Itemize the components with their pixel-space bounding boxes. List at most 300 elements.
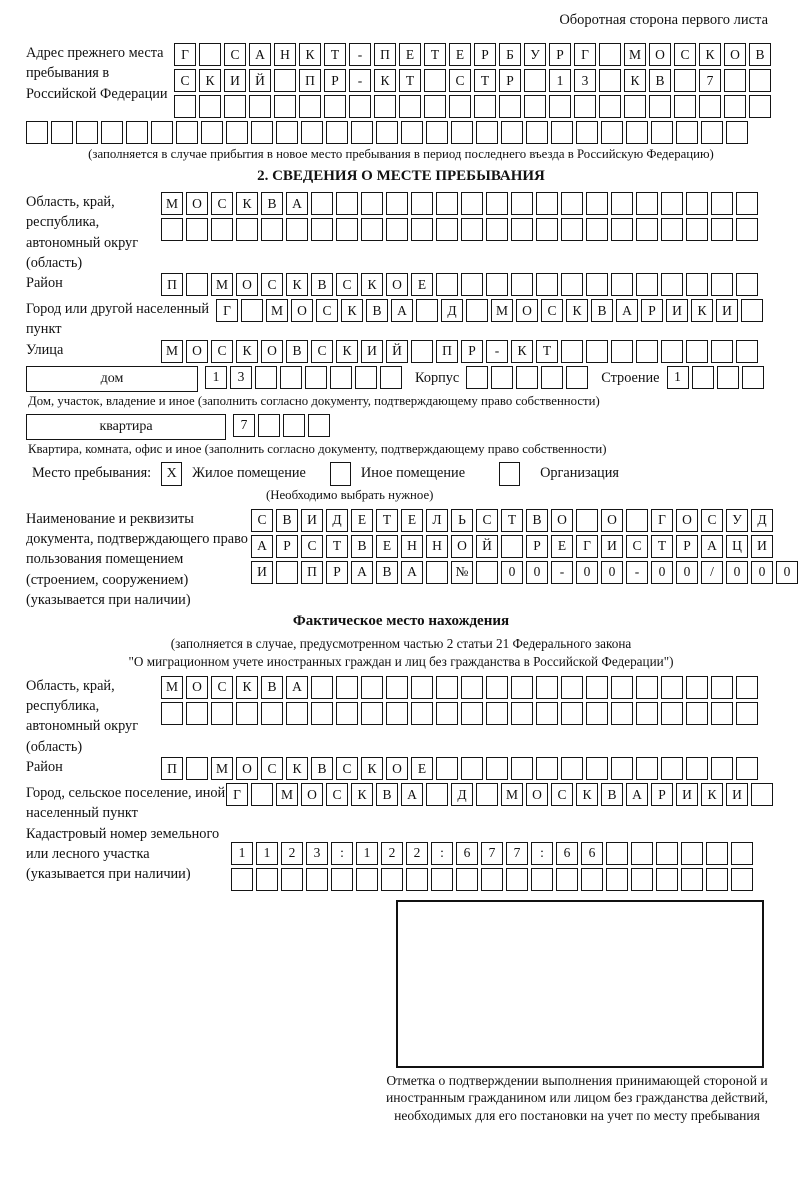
char-cell[interactable] bbox=[636, 676, 658, 699]
char-cell[interactable]: Р bbox=[549, 43, 571, 66]
char-cell[interactable]: И bbox=[301, 509, 323, 532]
char-cell[interactable] bbox=[551, 121, 573, 144]
char-cell[interactable]: О bbox=[724, 43, 746, 66]
char-cell[interactable]: Д bbox=[326, 509, 348, 532]
char-cell[interactable] bbox=[706, 868, 728, 891]
char-cell[interactable] bbox=[201, 121, 223, 144]
char-cell[interactable]: - bbox=[486, 340, 508, 363]
region2-row-1[interactable] bbox=[161, 676, 761, 699]
char-cell[interactable]: 7 bbox=[699, 69, 721, 92]
char-cell[interactable] bbox=[661, 273, 683, 296]
char-cell[interactable] bbox=[586, 340, 608, 363]
region-row-2[interactable] bbox=[161, 218, 761, 241]
char-cell[interactable]: Г bbox=[574, 43, 596, 66]
char-cell[interactable]: В bbox=[591, 299, 613, 322]
char-cell[interactable] bbox=[299, 95, 321, 118]
char-cell[interactable] bbox=[361, 676, 383, 699]
char-cell[interactable]: В bbox=[601, 783, 623, 806]
char-cell[interactable] bbox=[486, 676, 508, 699]
char-cell[interactable] bbox=[176, 121, 198, 144]
char-cell[interactable] bbox=[511, 192, 533, 215]
char-cell[interactable] bbox=[424, 69, 446, 92]
char-cell[interactable] bbox=[236, 218, 258, 241]
char-cell[interactable] bbox=[661, 757, 683, 780]
char-cell[interactable] bbox=[466, 366, 488, 389]
char-cell[interactable]: Р bbox=[641, 299, 663, 322]
char-cell[interactable] bbox=[286, 218, 308, 241]
char-cell[interactable]: 3 bbox=[230, 366, 252, 389]
char-cell[interactable] bbox=[280, 366, 302, 389]
char-cell[interactable] bbox=[199, 43, 221, 66]
char-cell[interactable] bbox=[611, 218, 633, 241]
char-cell[interactable]: О bbox=[236, 757, 258, 780]
char-cell[interactable] bbox=[356, 868, 378, 891]
char-cell[interactable] bbox=[76, 121, 98, 144]
char-cell[interactable]: 1 bbox=[549, 69, 571, 92]
char-cell[interactable] bbox=[686, 273, 708, 296]
char-cell[interactable]: К bbox=[699, 43, 721, 66]
char-cell[interactable] bbox=[476, 783, 498, 806]
char-cell[interactable]: 0 bbox=[676, 561, 698, 584]
char-cell[interactable] bbox=[161, 702, 183, 725]
char-cell[interactable]: : bbox=[431, 842, 453, 865]
char-cell[interactable]: Ь bbox=[451, 509, 473, 532]
char-cell[interactable]: Е bbox=[351, 509, 373, 532]
district-row[interactable] bbox=[161, 273, 761, 296]
char-cell[interactable]: 6 bbox=[581, 842, 603, 865]
char-cell[interactable]: М bbox=[161, 340, 183, 363]
char-cell[interactable]: Г bbox=[226, 783, 248, 806]
char-cell[interactable]: В bbox=[276, 509, 298, 532]
char-cell[interactable] bbox=[731, 842, 753, 865]
char-cell[interactable] bbox=[336, 702, 358, 725]
char-cell[interactable]: О bbox=[186, 676, 208, 699]
char-cell[interactable]: 0 bbox=[601, 561, 623, 584]
char-cell[interactable] bbox=[486, 218, 508, 241]
char-cell[interactable]: В bbox=[311, 273, 333, 296]
char-cell[interactable] bbox=[251, 121, 273, 144]
char-cell[interactable] bbox=[411, 192, 433, 215]
char-cell[interactable]: О bbox=[601, 509, 623, 532]
char-cell[interactable]: М bbox=[161, 676, 183, 699]
char-cell[interactable] bbox=[251, 783, 273, 806]
cadastral-row-1[interactable] bbox=[231, 842, 756, 865]
char-cell[interactable] bbox=[436, 218, 458, 241]
char-cell[interactable] bbox=[549, 95, 571, 118]
char-cell[interactable] bbox=[736, 218, 758, 241]
char-cell[interactable] bbox=[241, 299, 263, 322]
char-cell[interactable] bbox=[424, 95, 446, 118]
char-cell[interactable] bbox=[711, 273, 733, 296]
char-cell[interactable]: Д bbox=[451, 783, 473, 806]
char-cell[interactable] bbox=[711, 192, 733, 215]
char-cell[interactable]: Г bbox=[216, 299, 238, 322]
char-cell[interactable]: 1 bbox=[667, 366, 689, 389]
char-cell[interactable] bbox=[255, 366, 277, 389]
prev-address-row-4[interactable] bbox=[26, 121, 776, 144]
char-cell[interactable]: О bbox=[301, 783, 323, 806]
char-cell[interactable] bbox=[526, 121, 548, 144]
char-cell[interactable]: - bbox=[349, 43, 371, 66]
char-cell[interactable]: М bbox=[491, 299, 513, 322]
char-cell[interactable]: О bbox=[386, 757, 408, 780]
char-cell[interactable] bbox=[511, 676, 533, 699]
char-cell[interactable] bbox=[661, 676, 683, 699]
char-cell[interactable]: Н bbox=[426, 535, 448, 558]
char-cell[interactable] bbox=[361, 218, 383, 241]
char-cell[interactable] bbox=[461, 273, 483, 296]
char-cell[interactable] bbox=[456, 868, 478, 891]
char-cell[interactable] bbox=[649, 95, 671, 118]
char-cell[interactable]: Р bbox=[326, 561, 348, 584]
char-cell[interactable] bbox=[355, 366, 377, 389]
char-cell[interactable] bbox=[566, 366, 588, 389]
char-cell[interactable]: К bbox=[286, 273, 308, 296]
char-cell[interactable] bbox=[386, 676, 408, 699]
char-cell[interactable] bbox=[576, 121, 598, 144]
char-cell[interactable] bbox=[186, 273, 208, 296]
char-cell[interactable]: К bbox=[336, 340, 358, 363]
char-cell[interactable]: Й bbox=[386, 340, 408, 363]
char-cell[interactable]: С bbox=[261, 757, 283, 780]
char-cell[interactable] bbox=[211, 702, 233, 725]
char-cell[interactable] bbox=[411, 218, 433, 241]
char-cell[interactable] bbox=[749, 95, 771, 118]
char-cell[interactable] bbox=[401, 121, 423, 144]
char-cell[interactable]: 0 bbox=[726, 561, 748, 584]
char-cell[interactable]: : bbox=[331, 842, 353, 865]
apartment-cells[interactable] bbox=[233, 414, 333, 437]
char-cell[interactable] bbox=[751, 783, 773, 806]
char-cell[interactable] bbox=[736, 676, 758, 699]
char-cell[interactable]: П bbox=[374, 43, 396, 66]
char-cell[interactable] bbox=[274, 69, 296, 92]
char-cell[interactable]: С bbox=[336, 757, 358, 780]
char-cell[interactable]: К bbox=[361, 273, 383, 296]
char-cell[interactable] bbox=[686, 218, 708, 241]
char-cell[interactable] bbox=[331, 868, 353, 891]
char-cell[interactable] bbox=[249, 95, 271, 118]
char-cell[interactable]: 3 bbox=[306, 842, 328, 865]
char-cell[interactable] bbox=[742, 366, 764, 389]
char-cell[interactable] bbox=[361, 192, 383, 215]
char-cell[interactable]: Т bbox=[324, 43, 346, 66]
char-cell[interactable] bbox=[376, 121, 398, 144]
char-cell[interactable]: Д bbox=[441, 299, 463, 322]
char-cell[interactable] bbox=[261, 218, 283, 241]
char-cell[interactable] bbox=[276, 121, 298, 144]
char-cell[interactable] bbox=[126, 121, 148, 144]
char-cell[interactable]: С bbox=[211, 340, 233, 363]
char-cell[interactable]: С bbox=[211, 192, 233, 215]
char-cell[interactable] bbox=[426, 783, 448, 806]
char-cell[interactable] bbox=[599, 95, 621, 118]
char-cell[interactable]: К bbox=[286, 757, 308, 780]
char-cell[interactable] bbox=[711, 676, 733, 699]
char-cell[interactable] bbox=[426, 121, 448, 144]
char-cell[interactable] bbox=[501, 121, 523, 144]
char-cell[interactable]: К bbox=[701, 783, 723, 806]
char-cell[interactable] bbox=[516, 366, 538, 389]
prev-address-row-1[interactable] bbox=[174, 43, 774, 66]
char-cell[interactable] bbox=[586, 192, 608, 215]
char-cell[interactable] bbox=[261, 702, 283, 725]
char-cell[interactable] bbox=[286, 702, 308, 725]
cadastral-row-2[interactable] bbox=[231, 868, 756, 891]
char-cell[interactable] bbox=[311, 218, 333, 241]
char-cell[interactable]: Р bbox=[526, 535, 548, 558]
char-cell[interactable] bbox=[466, 299, 488, 322]
char-cell[interactable] bbox=[186, 218, 208, 241]
char-cell[interactable]: С bbox=[326, 783, 348, 806]
char-cell[interactable] bbox=[686, 340, 708, 363]
char-cell[interactable] bbox=[151, 121, 173, 144]
char-cell[interactable]: И bbox=[251, 561, 273, 584]
stroenie-cells[interactable] bbox=[667, 366, 767, 389]
char-cell[interactable]: 2 bbox=[281, 842, 303, 865]
char-cell[interactable] bbox=[308, 414, 330, 437]
char-cell[interactable]: К bbox=[691, 299, 713, 322]
char-cell[interactable]: Е bbox=[551, 535, 573, 558]
char-cell[interactable]: С bbox=[701, 509, 723, 532]
char-cell[interactable]: 2 bbox=[406, 842, 428, 865]
char-cell[interactable]: Е bbox=[449, 43, 471, 66]
char-cell[interactable] bbox=[411, 340, 433, 363]
char-cell[interactable] bbox=[741, 299, 763, 322]
char-cell[interactable]: И bbox=[601, 535, 623, 558]
checkbox-residential[interactable]: X bbox=[161, 462, 182, 486]
char-cell[interactable] bbox=[556, 868, 578, 891]
char-cell[interactable]: И bbox=[224, 69, 246, 92]
char-cell[interactable]: К bbox=[341, 299, 363, 322]
char-cell[interactable]: 3 bbox=[574, 69, 596, 92]
char-cell[interactable] bbox=[586, 757, 608, 780]
house-cells[interactable] bbox=[205, 366, 405, 389]
prev-address-row-3[interactable] bbox=[174, 95, 774, 118]
char-cell[interactable] bbox=[586, 702, 608, 725]
char-cell[interactable]: О bbox=[551, 509, 573, 532]
char-cell[interactable] bbox=[386, 192, 408, 215]
char-cell[interactable]: О bbox=[236, 273, 258, 296]
char-cell[interactable] bbox=[536, 273, 558, 296]
char-cell[interactable]: П bbox=[299, 69, 321, 92]
char-cell[interactable] bbox=[736, 192, 758, 215]
char-cell[interactable]: В bbox=[311, 757, 333, 780]
char-cell[interactable] bbox=[306, 868, 328, 891]
char-cell[interactable] bbox=[561, 340, 583, 363]
char-cell[interactable]: В bbox=[261, 676, 283, 699]
char-cell[interactable]: В bbox=[261, 192, 283, 215]
char-cell[interactable]: Г bbox=[174, 43, 196, 66]
char-cell[interactable] bbox=[536, 218, 558, 241]
char-cell[interactable]: К bbox=[624, 69, 646, 92]
char-cell[interactable] bbox=[511, 218, 533, 241]
district2-row[interactable] bbox=[161, 757, 761, 780]
char-cell[interactable]: К bbox=[511, 340, 533, 363]
char-cell[interactable] bbox=[574, 95, 596, 118]
char-cell[interactable]: 1 bbox=[231, 842, 253, 865]
char-cell[interactable] bbox=[324, 95, 346, 118]
char-cell[interactable] bbox=[349, 95, 371, 118]
char-cell[interactable]: С bbox=[476, 509, 498, 532]
char-cell[interactable]: И bbox=[716, 299, 738, 322]
char-cell[interactable] bbox=[481, 868, 503, 891]
char-cell[interactable] bbox=[561, 273, 583, 296]
char-cell[interactable] bbox=[361, 702, 383, 725]
char-cell[interactable]: Й bbox=[249, 69, 271, 92]
char-cell[interactable] bbox=[661, 340, 683, 363]
document-row-2[interactable] bbox=[251, 535, 800, 558]
char-cell[interactable] bbox=[274, 95, 296, 118]
checkbox-organization[interactable] bbox=[499, 462, 520, 486]
char-cell[interactable] bbox=[631, 868, 653, 891]
char-cell[interactable] bbox=[436, 757, 458, 780]
char-cell[interactable]: Л bbox=[426, 509, 448, 532]
char-cell[interactable]: С bbox=[174, 69, 196, 92]
char-cell[interactable] bbox=[311, 702, 333, 725]
char-cell[interactable] bbox=[536, 702, 558, 725]
char-cell[interactable] bbox=[451, 121, 473, 144]
char-cell[interactable]: О bbox=[516, 299, 538, 322]
char-cell[interactable] bbox=[601, 121, 623, 144]
char-cell[interactable] bbox=[561, 757, 583, 780]
char-cell[interactable]: 7 bbox=[506, 842, 528, 865]
char-cell[interactable]: 0 bbox=[501, 561, 523, 584]
char-cell[interactable] bbox=[336, 192, 358, 215]
char-cell[interactable] bbox=[26, 121, 48, 144]
char-cell[interactable]: И bbox=[726, 783, 748, 806]
char-cell[interactable]: В bbox=[366, 299, 388, 322]
char-cell[interactable]: 7 bbox=[233, 414, 255, 437]
char-cell[interactable] bbox=[461, 676, 483, 699]
char-cell[interactable] bbox=[611, 757, 633, 780]
char-cell[interactable] bbox=[686, 676, 708, 699]
char-cell[interactable] bbox=[636, 702, 658, 725]
char-cell[interactable]: Р bbox=[651, 783, 673, 806]
char-cell[interactable]: А bbox=[251, 535, 273, 558]
char-cell[interactable]: О bbox=[526, 783, 548, 806]
char-cell[interactable] bbox=[281, 868, 303, 891]
char-cell[interactable]: С bbox=[261, 273, 283, 296]
char-cell[interactable]: А bbox=[286, 676, 308, 699]
char-cell[interactable]: 6 bbox=[456, 842, 478, 865]
char-cell[interactable]: А bbox=[391, 299, 413, 322]
char-cell[interactable]: К bbox=[199, 69, 221, 92]
char-cell[interactable] bbox=[186, 757, 208, 780]
char-cell[interactable]: У bbox=[726, 509, 748, 532]
char-cell[interactable]: О bbox=[186, 340, 208, 363]
checkbox-other-premises[interactable] bbox=[330, 462, 351, 486]
char-cell[interactable] bbox=[586, 273, 608, 296]
char-cell[interactable]: Р bbox=[324, 69, 346, 92]
char-cell[interactable] bbox=[631, 842, 653, 865]
char-cell[interactable] bbox=[681, 868, 703, 891]
char-cell[interactable] bbox=[606, 868, 628, 891]
char-cell[interactable]: М bbox=[624, 43, 646, 66]
char-cell[interactable] bbox=[586, 676, 608, 699]
char-cell[interactable] bbox=[486, 757, 508, 780]
char-cell[interactable]: Р bbox=[461, 340, 483, 363]
char-cell[interactable] bbox=[561, 676, 583, 699]
char-cell[interactable]: 6 bbox=[556, 842, 578, 865]
char-cell[interactable]: К bbox=[236, 340, 258, 363]
char-cell[interactable]: С bbox=[674, 43, 696, 66]
char-cell[interactable] bbox=[726, 121, 748, 144]
char-cell[interactable]: М bbox=[266, 299, 288, 322]
char-cell[interactable] bbox=[491, 366, 513, 389]
char-cell[interactable]: М bbox=[501, 783, 523, 806]
char-cell[interactable] bbox=[606, 842, 628, 865]
char-cell[interactable]: К bbox=[351, 783, 373, 806]
char-cell[interactable]: Т bbox=[536, 340, 558, 363]
char-cell[interactable] bbox=[211, 218, 233, 241]
char-cell[interactable]: Т bbox=[399, 69, 421, 92]
char-cell[interactable] bbox=[174, 95, 196, 118]
char-cell[interactable] bbox=[381, 868, 403, 891]
char-cell[interactable] bbox=[676, 121, 698, 144]
char-cell[interactable] bbox=[336, 218, 358, 241]
char-cell[interactable] bbox=[661, 192, 683, 215]
char-cell[interactable]: А bbox=[616, 299, 638, 322]
char-cell[interactable] bbox=[656, 842, 678, 865]
char-cell[interactable]: Т bbox=[424, 43, 446, 66]
char-cell[interactable]: Г bbox=[651, 509, 673, 532]
char-cell[interactable]: Н bbox=[401, 535, 423, 558]
char-cell[interactable]: А bbox=[401, 561, 423, 584]
char-cell[interactable] bbox=[681, 842, 703, 865]
char-cell[interactable]: О bbox=[676, 509, 698, 532]
char-cell[interactable] bbox=[749, 69, 771, 92]
char-cell[interactable]: 0 bbox=[576, 561, 598, 584]
char-cell[interactable] bbox=[499, 95, 521, 118]
char-cell[interactable]: 1 bbox=[356, 842, 378, 865]
char-cell[interactable]: - bbox=[551, 561, 573, 584]
char-cell[interactable] bbox=[501, 535, 523, 558]
char-cell[interactable]: О bbox=[649, 43, 671, 66]
char-cell[interactable]: Й bbox=[476, 535, 498, 558]
char-cell[interactable]: С bbox=[224, 43, 246, 66]
char-cell[interactable] bbox=[161, 218, 183, 241]
char-cell[interactable]: Р bbox=[676, 535, 698, 558]
char-cell[interactable] bbox=[706, 842, 728, 865]
char-cell[interactable]: С bbox=[626, 535, 648, 558]
char-cell[interactable] bbox=[506, 868, 528, 891]
char-cell[interactable] bbox=[636, 218, 658, 241]
char-cell[interactable]: В bbox=[351, 535, 373, 558]
char-cell[interactable]: - bbox=[626, 561, 648, 584]
char-cell[interactable] bbox=[476, 561, 498, 584]
char-cell[interactable]: К bbox=[236, 676, 258, 699]
char-cell[interactable]: А bbox=[401, 783, 423, 806]
prev-address-row-2[interactable] bbox=[174, 69, 774, 92]
char-cell[interactable] bbox=[711, 218, 733, 241]
char-cell[interactable] bbox=[436, 702, 458, 725]
char-cell[interactable] bbox=[411, 702, 433, 725]
char-cell[interactable]: : bbox=[531, 842, 553, 865]
char-cell[interactable]: К bbox=[374, 69, 396, 92]
char-cell[interactable] bbox=[731, 868, 753, 891]
char-cell[interactable] bbox=[461, 757, 483, 780]
char-cell[interactable] bbox=[386, 702, 408, 725]
char-cell[interactable]: Д bbox=[751, 509, 773, 532]
char-cell[interactable] bbox=[701, 121, 723, 144]
char-cell[interactable]: Ц bbox=[726, 535, 748, 558]
city2-row[interactable] bbox=[226, 783, 776, 806]
char-cell[interactable] bbox=[511, 702, 533, 725]
char-cell[interactable] bbox=[511, 757, 533, 780]
char-cell[interactable] bbox=[686, 757, 708, 780]
char-cell[interactable] bbox=[406, 868, 428, 891]
